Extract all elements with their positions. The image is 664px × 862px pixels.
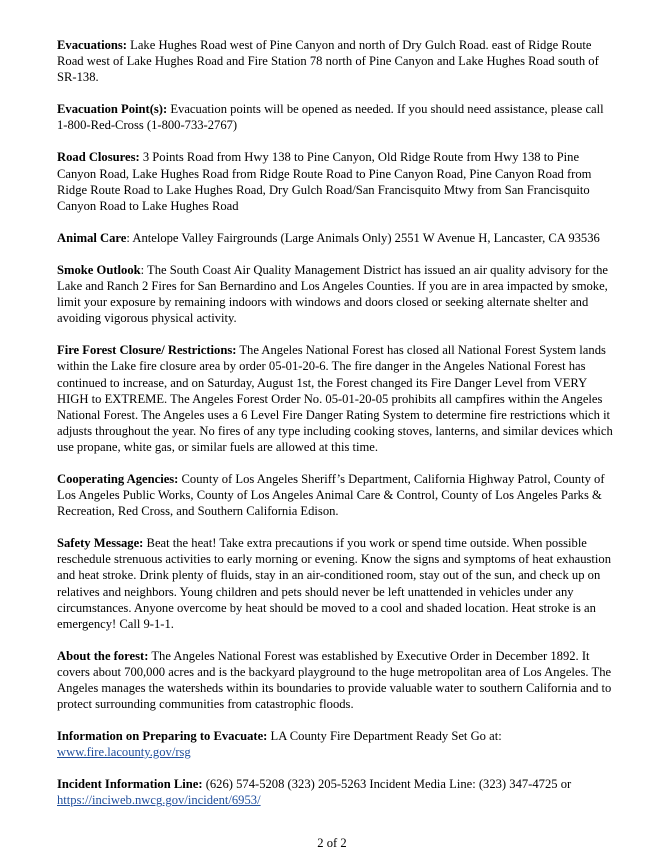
incident-info-section [57, 776, 617, 808]
about-forest-section [57, 648, 617, 712]
smoke-outlook-section [57, 262, 617, 326]
section-text: LA County Fire Department Ready Set Go at: [267, 729, 502, 744]
safety-message-section [57, 535, 617, 632]
section-label: Smoke Outlook [57, 262, 141, 277]
section-label: Fire Forest Closure/ Restrictions: [57, 343, 237, 358]
section-text: Evacuation points will be opened as needed. If you should need assistance, please call 1-800-Red-Cross (1-800-733-2767) [57, 102, 604, 133]
page-number: 2 of 2 [317, 836, 347, 850]
section-text: The Angeles National Forest was established by Executive Order in December 1892. It covers about 700,000 acres and is the backyard playground to the huge metropolitan area of Los Angeles. The Angeles manages the watersheds within its boundaries to provide valuable water to southern California and to protect surrounding communities from catastrophic floods. [57, 648, 612, 712]
section-text: County of Los Angeles Sheriff’s Department, California Highway Patrol, County of Los Angeles Public Works, County of Los Angeles Animal Care & Control, County of Los Angeles Parks & Recreation, Red Cross, and Southern California Edison. [57, 471, 605, 519]
prepare-evacuate-section [57, 728, 617, 760]
section-label: Safety Message: [57, 536, 144, 551]
section-text: Lake Hughes Road west of Pine Canyon and north of Dry Gulch Road. east of Ridge Route Road west of Lake Hughes Road and Fire Station 78 north of Pine Canyon and Lake Hughes Road south of SR-138. [57, 38, 599, 85]
evacuations-section [57, 37, 617, 85]
section-text: 3 Points Road from Hwy 138 to Pine Canyon, Old Ridge Route from Hwy 138 to Pine Canyon Road, Lake Hughes Road from Ridge Route Road to Pine Canyon Road, Pine Canyon Road from Ridge Route Road to Lake Hughes Road, Dry Gulch Road/San Francisquito Mtwy from San Francisquito Canyon Road to Lake Hughes Road [57, 150, 592, 213]
document-page [57, 37, 617, 825]
section-label: Cooperating Agencies: [57, 471, 179, 486]
section-label: Information on Preparing to Evacuate: [57, 729, 268, 744]
road-closures-section [57, 149, 617, 213]
section-label: About the forest: [57, 648, 149, 663]
section-label: Animal Care [57, 230, 127, 245]
section-text: Beat the heat! Take extra precautions if you work or spend time outside. When possible reschedule strenuous activities to early morning or evening. Know the signs and symptoms of heat exhaustion and heat stroke. Drink plenty of fluids, stay in an air-conditioned room, stay out of the sun, and check up on relatives and neighbors. Young children and pets should never be left unattended in vehicles under any circumstances. Anyone overcome by heat should be moved to a cool and shaded location. Heat stroke is an emergency! Call 9-1-1. [57, 536, 612, 631]
section-text: : Antelope Valley Fairgrounds (Large Animals Only) 2551 W Avenue H, Lancaster, CA 93536 [126, 230, 600, 245]
cooperating-agencies-section [57, 471, 617, 519]
section-text: (626) 574-5208 (323) 205-5263 Incident Media Line: (323) 347-4725 or [202, 777, 572, 792]
section-label: Incident Information Line: [57, 777, 203, 792]
section-label: Evacuation Point(s): [57, 102, 168, 117]
section-text: The Angeles National Forest has closed all National Forest System lands within the Lake fire closure area by order 05-01-20-6. The fire danger in the Angeles National Forest has continued to increase, and on Saturday, August 1st, the Forest changed its Fire Danger Level from VERY HIGH to EXTREME. The Angeles Forest Order No. 05-01-20-05 prohibits all campfires within the Angeles National Forest. The Angeles uses a 6 Level Fire Danger Rating System to determine fire restrictions which it adjusts throughout the year. No fires of any type including cooking stoves, lanterns, and similar devices which use propane, white gas, or similar fuels are allowed at this time. [57, 343, 613, 454]
forest-closure-section [57, 342, 617, 455]
ready-set-go-link[interactable]: www.fire.lacounty.gov/rsg [57, 745, 191, 760]
section-label: Road Closures: [57, 150, 140, 165]
section-label: Evacuations: [57, 38, 127, 52]
inciweb-link[interactable]: https://inciweb.nwcg.gov/incident/6953/ [57, 793, 261, 808]
evacuation-points-section [57, 101, 617, 133]
section-text: : The South Coast Air Quality Management District has issued an air quality advisory for the Lake and Ranch 2 Fires for San Bernardino and Los Angeles Counties. If you are in area impacted by smoke, limit your exposure by remaining indoors with windows and doors closed or seeking alternate shelter and avoiding vigorous physical activity. [57, 262, 609, 326]
animal-care-section [57, 230, 617, 246]
